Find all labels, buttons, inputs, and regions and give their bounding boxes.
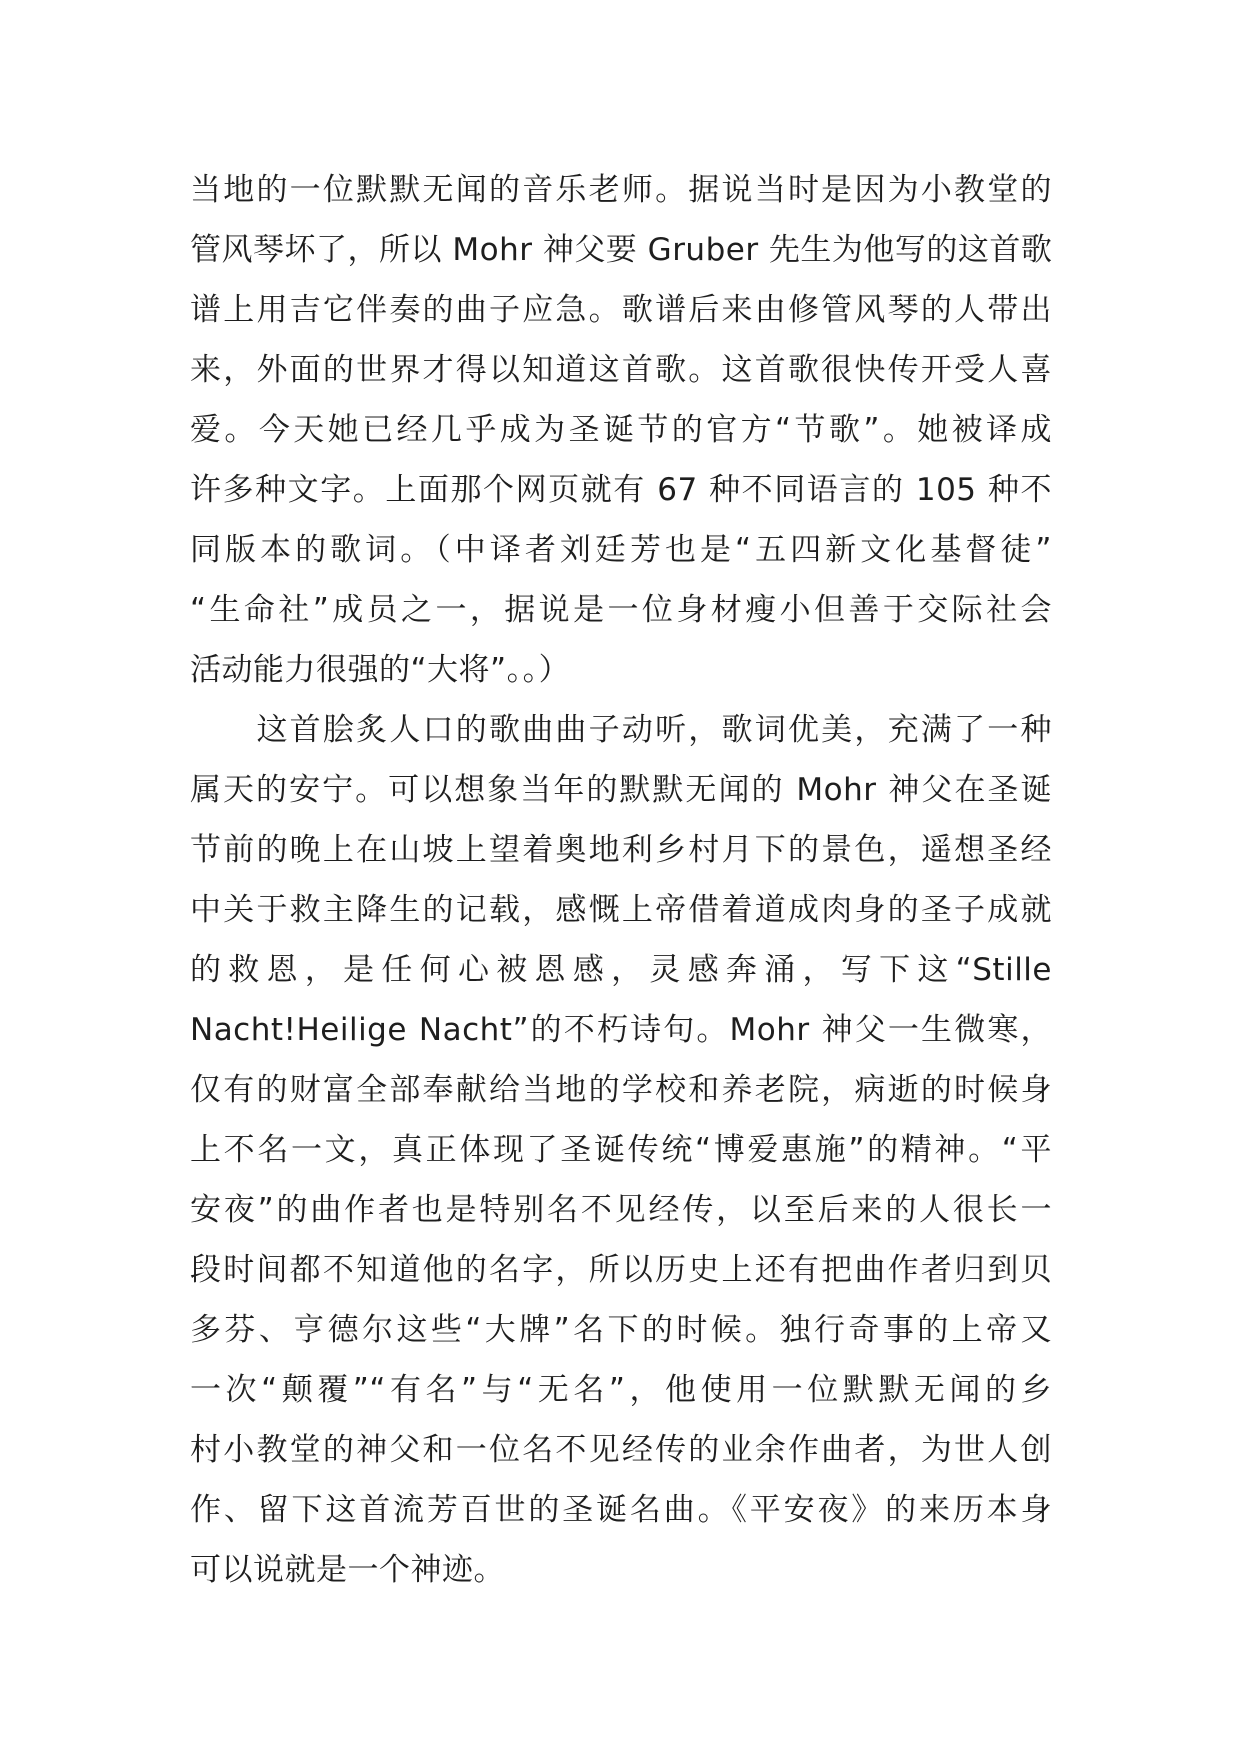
text-line: 上不名一文，真正体现了圣诞传统“博爱惠施”的精神。“平 (190, 1132, 1052, 1168)
text-line: 作、留下这首流芳百世的圣诞名曲。《平安夜》的来历本身 (190, 1492, 1052, 1528)
text-line: 管风琴坏了，所以 Mohr 神父要 Gruber 先生为他写的这首歌 (190, 232, 1052, 268)
paragraph-1 (190, 160, 1052, 700)
text-line: 爱。今天她已经几乎成为圣诞节的官方“节歌”。她被译成 (190, 412, 1052, 448)
text-line: 村小教堂的神父和一位名不见经传的业余作曲者，为世人创 (190, 1432, 1052, 1468)
text-line: 中关于救主降生的记载，感慨上帝借着道成肉身的圣子成就 (190, 892, 1052, 928)
text-line: Nacht!Heilige Nacht”的不朽诗句。Mohr 神父一生微寒， (190, 1012, 1052, 1048)
text-line: 谱上用吉它伴奏的曲子应急。歌谱后来由修管风琴的人带出 (190, 292, 1052, 328)
text-line: 许多种文字。上面那个网页就有 67 种不同语言的 105 种不 (190, 472, 1052, 508)
text-line: 属天的安宁。可以想象当年的默默无闻的 Mohr 神父在圣诞 (190, 772, 1052, 808)
document-body (190, 160, 1052, 1600)
text-line: 仅有的财富全部奉献给当地的学校和养老院，病逝的时候身 (190, 1072, 1052, 1108)
text-line: 安夜”的曲作者也是特别名不见经传，以至后来的人很长一 (190, 1192, 1052, 1228)
text-line: 多芬、亨德尔这些“大牌”名下的时候。独行奇事的上帝又 (190, 1312, 1052, 1348)
text-line: “生命社”成员之一，据说是一位身材瘦小但善于交际社会 (190, 592, 1052, 628)
text-line: 可以说就是一个神迹。 (190, 1552, 505, 1588)
text-line: 段时间都不知道他的名字，所以历史上还有把曲作者归到贝 (190, 1252, 1052, 1288)
text-line: 同版本的歌词。（中译者刘廷芳也是“五四新文化基督徒” (190, 532, 1052, 568)
text-line: 来，外面的世界才得以知道这首歌。这首歌很快传开受人喜 (190, 352, 1052, 388)
text-line: 一次“颠覆”“有名”与“无名”，他使用一位默默无闻的乡 (190, 1372, 1052, 1408)
paragraph-2 (190, 700, 1052, 1600)
text-line: 活动能力很强的“大将”。。） (190, 652, 571, 688)
text-line: 这首脍炙人口的歌曲曲子动听，歌词优美，充满了一种 (190, 712, 1052, 748)
text-line: 的救恩，是任何心被恩感，灵感奔涌，写下这“Stille (190, 952, 1052, 988)
text-line: 当地的一位默默无闻的音乐老师。据说当时是因为小教堂的 (190, 172, 1052, 208)
text-line: 节前的晚上在山坡上望着奥地利乡村月下的景色，遥想圣经 (190, 832, 1052, 868)
